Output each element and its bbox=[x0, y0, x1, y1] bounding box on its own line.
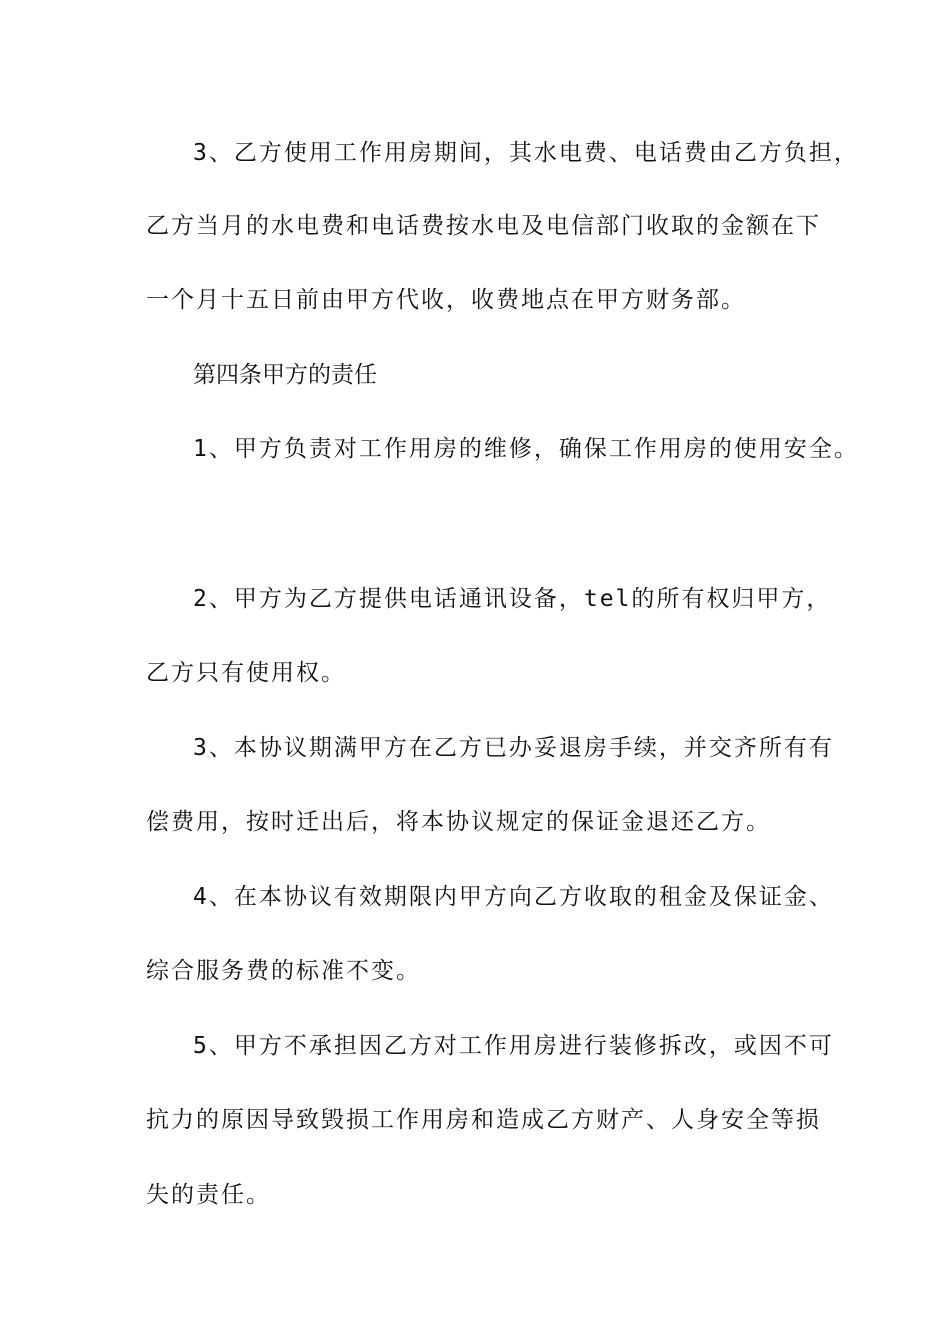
duty-4-line-1: 4、在本协议有效期限内甲方向乙方收取的租金及保证金、 bbox=[193, 884, 834, 910]
duty-2-line-1: 2、甲方为乙方提供电话通讯设备，tel的所有权归甲方， bbox=[193, 586, 832, 612]
duty-5-line-1: 5、甲方不承担因乙方对工作用房进行装修拆改，或因不可 bbox=[193, 1033, 834, 1059]
duty-4-line-2: 综合服务费的标准不变。 bbox=[146, 958, 421, 984]
duty-3-line-1: 3、本协议期满甲方在乙方已办妥退房手续，并交齐所有有 bbox=[193, 735, 834, 761]
duty-5-line-3: 失的责任。 bbox=[146, 1182, 271, 1208]
duty-2-line-2: 乙方只有使用权。 bbox=[146, 660, 346, 686]
section-heading-article-4: 第四条甲方的责任 bbox=[193, 362, 377, 388]
clause-3-line-1: 3、乙方使用工作用房期间，其水电费、电话费由乙方负担， bbox=[193, 140, 859, 166]
clause-3-line-2: 乙方当月的水电费和电话费按水电及电信部门收取的金额在下 bbox=[146, 213, 821, 239]
duty-1-line-1: 1、甲方负责对工作用房的维修，确保工作用房的使用安全。 bbox=[193, 436, 859, 462]
duty-3-line-2: 偿费用，按时迁出后，将本协议规定的保证金退还乙方。 bbox=[146, 809, 771, 835]
clause-3-line-3: 一个月十五日前由甲方代收，收费地点在甲方财务部。 bbox=[146, 287, 746, 313]
duty-5-line-2: 抗力的原因导致毁损工作用房和造成乙方财产、人身安全等损 bbox=[146, 1107, 821, 1133]
